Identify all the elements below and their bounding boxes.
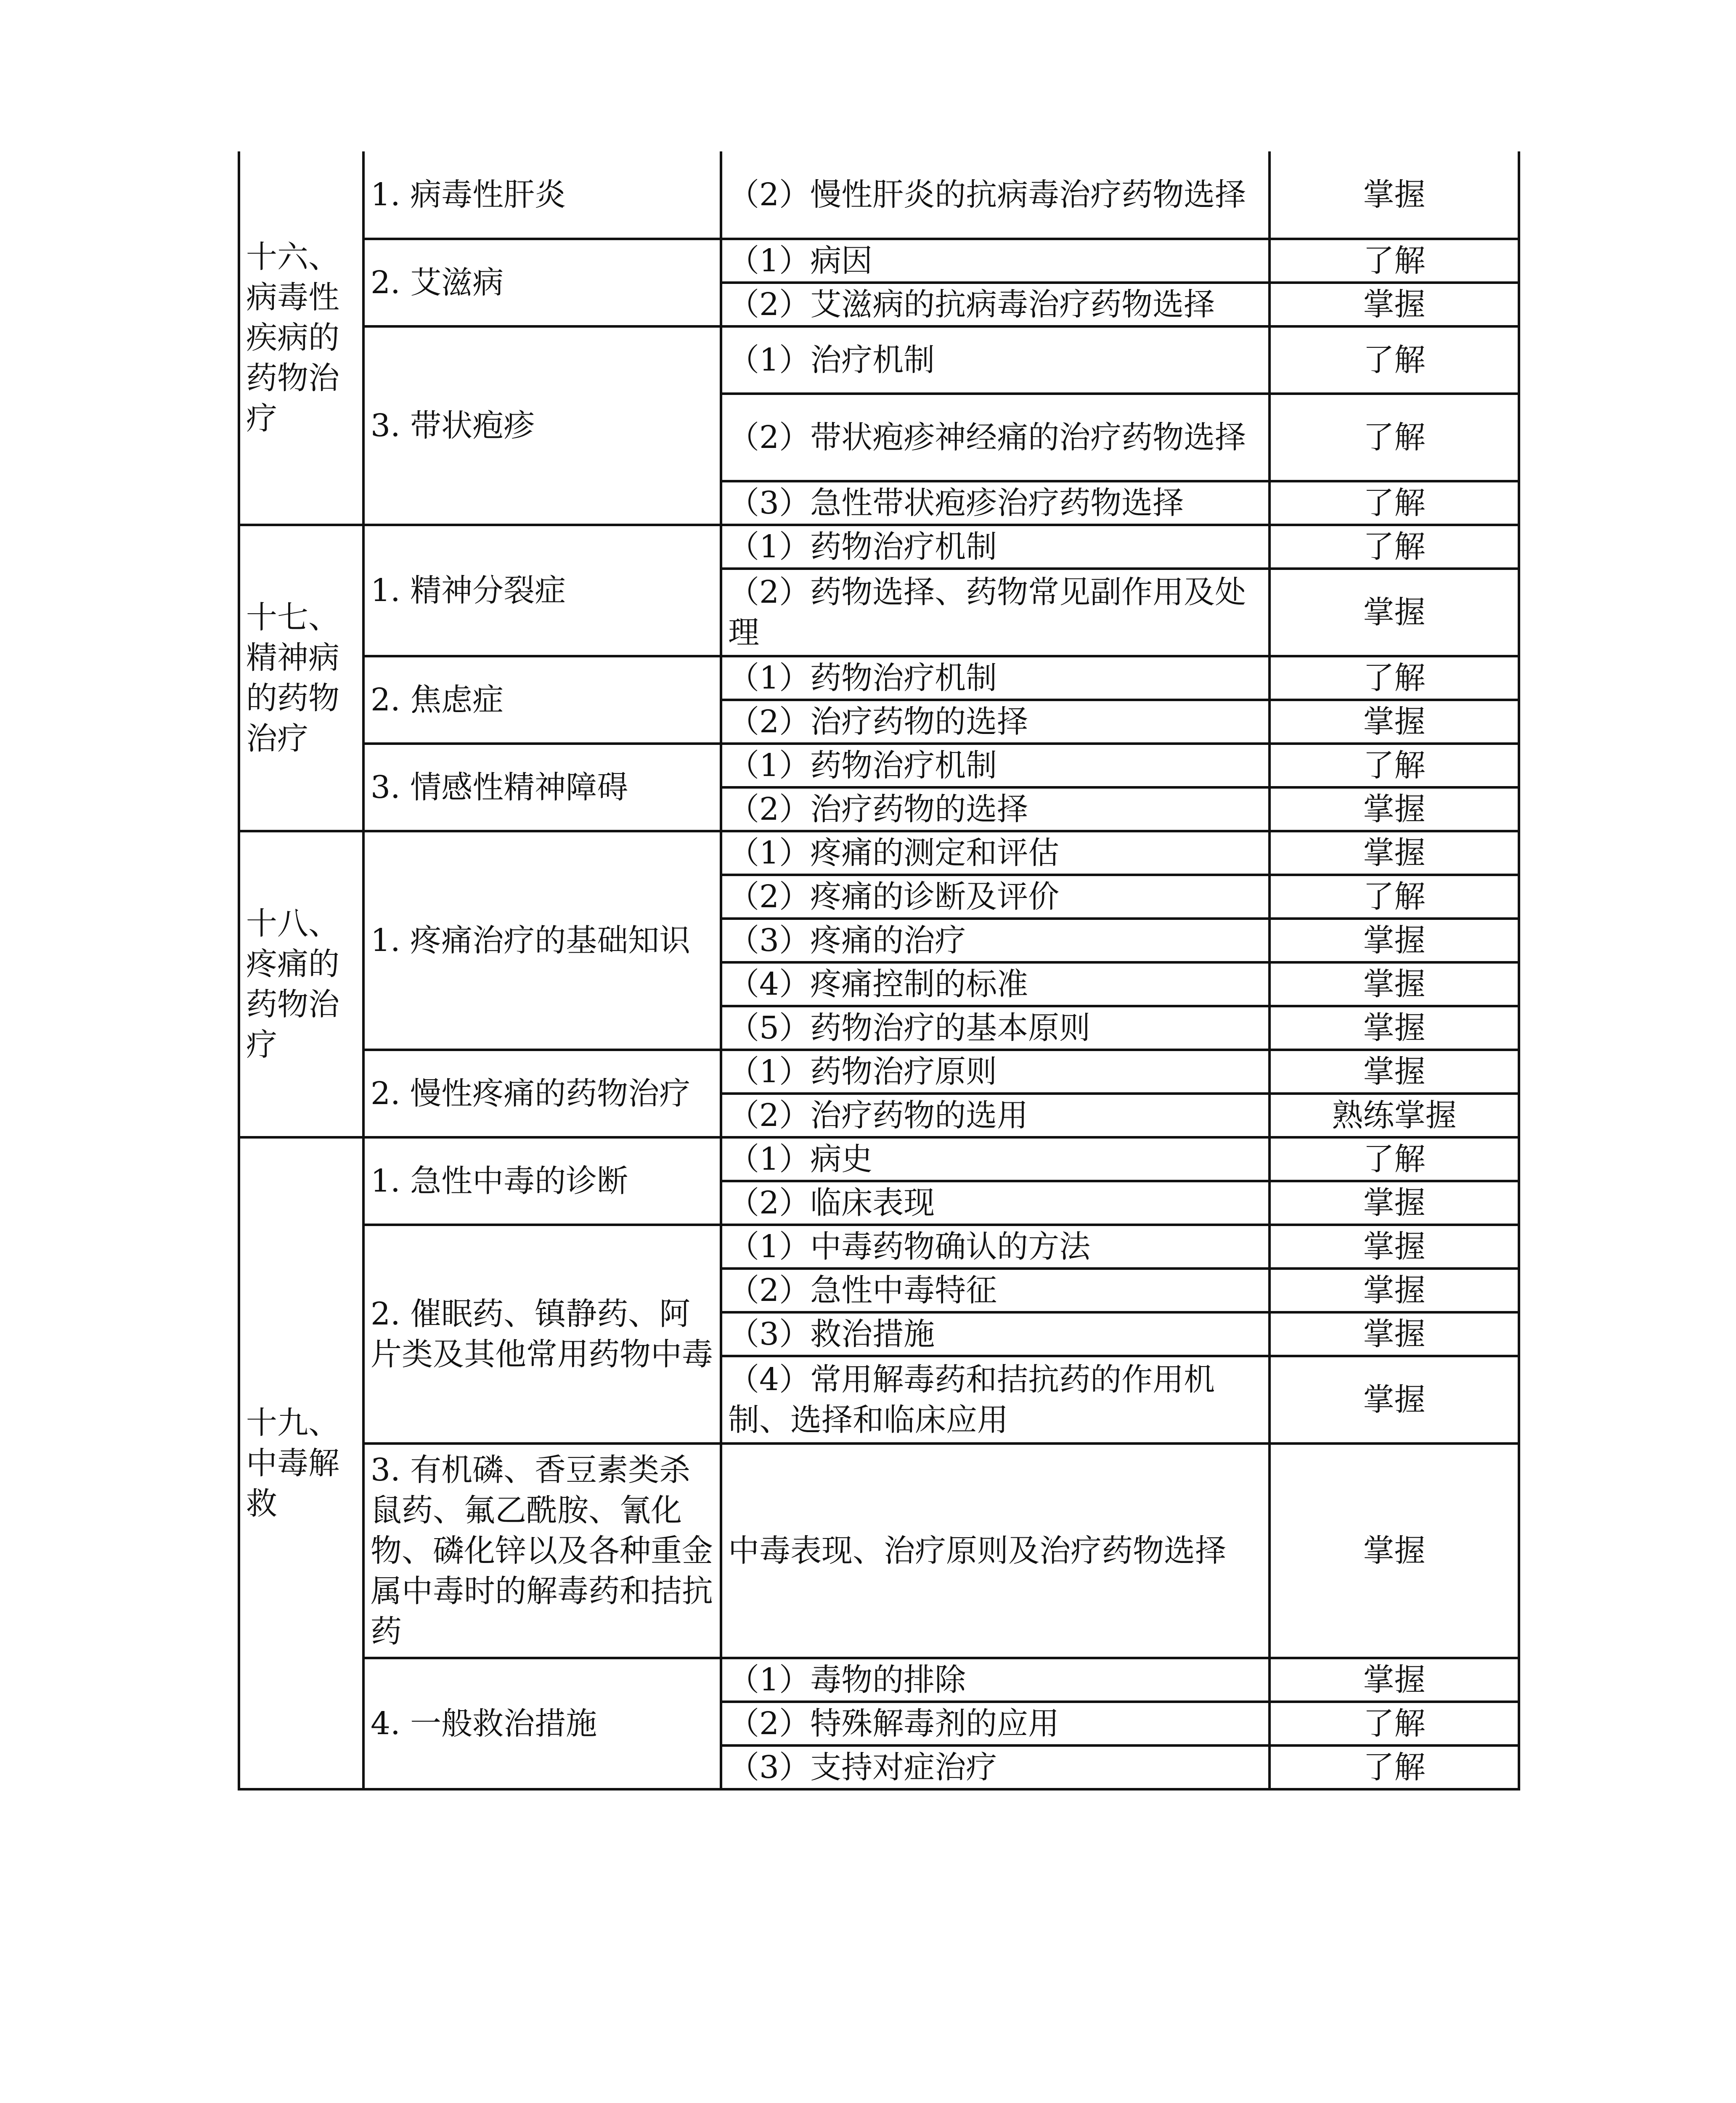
key-point: （1）治疗机制: [721, 326, 1270, 394]
requirement-level: 掌握: [1270, 1006, 1519, 1050]
requirement-level: 掌握: [1270, 831, 1519, 875]
table-row: [239, 151, 1519, 239]
table-row: [239, 326, 1519, 394]
key-point: （4）疼痛控制的标准: [721, 962, 1270, 1006]
unit-title: 十八、疼痛的药物治疗: [239, 831, 363, 1137]
requirement-level: 掌握: [1270, 1225, 1519, 1269]
syllabus-table: [238, 151, 1520, 1790]
table-row: [239, 1137, 1519, 1181]
requirement-level: 了解: [1270, 875, 1519, 919]
requirement-level: 掌握: [1270, 1312, 1519, 1356]
requirement-level: 了解: [1270, 394, 1519, 481]
key-point: （3）救治措施: [721, 1312, 1270, 1356]
unit-item: 2. 催眠药、镇静药、阿片类及其他常用药物中毒: [363, 1225, 721, 1443]
key-point: （2）特殊解毒剂的应用: [721, 1702, 1270, 1745]
requirement-level: 掌握: [1270, 1269, 1519, 1312]
key-point: （1）药物治疗机制: [721, 525, 1270, 569]
table-row: [239, 239, 1519, 283]
requirement-level: 了解: [1270, 1745, 1519, 1789]
requirement-level: 了解: [1270, 525, 1519, 569]
requirement-level: 掌握: [1270, 1181, 1519, 1225]
key-point: （3）支持对症治疗: [721, 1745, 1270, 1789]
key-point: （2）治疗药物的选择: [721, 700, 1270, 744]
unit-title: 十六、病毒性疾病的药物治疗: [239, 151, 363, 525]
syllabus-body: [239, 151, 1519, 1789]
key-point: （2）带状疱疹神经痛的治疗药物选择: [721, 394, 1270, 481]
key-point: （2）疼痛的诊断及评价: [721, 875, 1270, 919]
requirement-level: 掌握: [1270, 283, 1519, 326]
unit-item: 1. 病毒性肝炎: [363, 151, 721, 239]
requirement-level: 掌握: [1270, 151, 1519, 239]
key-point: （2）治疗药物的选用: [721, 1094, 1270, 1137]
table-row: [239, 656, 1519, 700]
requirement-level: 熟练掌握: [1270, 1094, 1519, 1137]
unit-item: 2. 慢性疼痛的药物治疗: [363, 1050, 721, 1137]
unit-item: 1. 急性中毒的诊断: [363, 1137, 721, 1225]
key-point: （1）药物治疗机制: [721, 744, 1270, 787]
table-row: [239, 744, 1519, 787]
unit-title: 十七、精神病的药物治疗: [239, 525, 363, 831]
key-point: （5）药物治疗的基本原则: [721, 1006, 1270, 1050]
key-point: （4）常用解毒药和拮抗药的作用机制、选择和临床应用: [721, 1356, 1270, 1443]
table-row: [239, 1443, 1519, 1658]
requirement-level: 掌握: [1270, 787, 1519, 831]
requirement-level: 掌握: [1270, 1658, 1519, 1702]
requirement-level: 掌握: [1270, 569, 1519, 656]
key-point: （2）艾滋病的抗病毒治疗药物选择: [721, 283, 1270, 326]
requirement-level: 了解: [1270, 744, 1519, 787]
unit-item: 4. 一般救治措施: [363, 1658, 721, 1789]
requirement-level: 了解: [1270, 1702, 1519, 1745]
key-point: （1）药物治疗机制: [721, 656, 1270, 700]
unit-title: 十九、中毒解救: [239, 1137, 363, 1789]
requirement-level: 掌握: [1270, 700, 1519, 744]
key-point: （2）慢性肝炎的抗病毒治疗药物选择: [721, 151, 1270, 239]
table-row: [239, 1658, 1519, 1702]
unit-item: 3. 有机磷、香豆素类杀鼠药、氟乙酰胺、氰化物、磷化锌以及各种重金属中毒时的解毒药和拮抗药: [363, 1443, 721, 1658]
requirement-level: 掌握: [1270, 962, 1519, 1006]
key-point: （3）疼痛的治疗: [721, 919, 1270, 962]
key-point: 中毒表现、治疗原则及治疗药物选择: [721, 1443, 1270, 1658]
key-point: （2）治疗药物的选择: [721, 787, 1270, 831]
requirement-level: 掌握: [1270, 1443, 1519, 1658]
requirement-level: 掌握: [1270, 1050, 1519, 1094]
requirement-level: 了解: [1270, 656, 1519, 700]
requirement-level: 掌握: [1270, 1356, 1519, 1443]
unit-item: 3. 带状疱疹: [363, 326, 721, 525]
unit-item: 2. 艾滋病: [363, 239, 721, 326]
unit-item: 3. 情感性精神障碍: [363, 744, 721, 831]
key-point: （1）疼痛的测定和评估: [721, 831, 1270, 875]
key-point: （1）毒物的排除: [721, 1658, 1270, 1702]
key-point: （1）药物治疗原则: [721, 1050, 1270, 1094]
requirement-level: 了解: [1270, 239, 1519, 283]
unit-item: 1. 疼痛治疗的基础知识: [363, 831, 721, 1050]
unit-item: 1. 精神分裂症: [363, 525, 721, 656]
unit-item: 2. 焦虑症: [363, 656, 721, 744]
requirement-level: 了解: [1270, 326, 1519, 394]
table-row: [239, 831, 1519, 875]
key-point: （2）药物选择、药物常见副作用及处理: [721, 569, 1270, 656]
table-row: [239, 1225, 1519, 1269]
key-point: （2）急性中毒特征: [721, 1269, 1270, 1312]
table-row: [239, 1050, 1519, 1094]
requirement-level: 了解: [1270, 1137, 1519, 1181]
requirement-level: 掌握: [1270, 919, 1519, 962]
key-point: （1）中毒药物确认的方法: [721, 1225, 1270, 1269]
requirement-level: 了解: [1270, 481, 1519, 525]
key-point: （2）临床表现: [721, 1181, 1270, 1225]
key-point: （3）急性带状疱疹治疗药物选择: [721, 481, 1270, 525]
key-point: （1）病因: [721, 239, 1270, 283]
table-row: [239, 525, 1519, 569]
key-point: （1）病史: [721, 1137, 1270, 1181]
